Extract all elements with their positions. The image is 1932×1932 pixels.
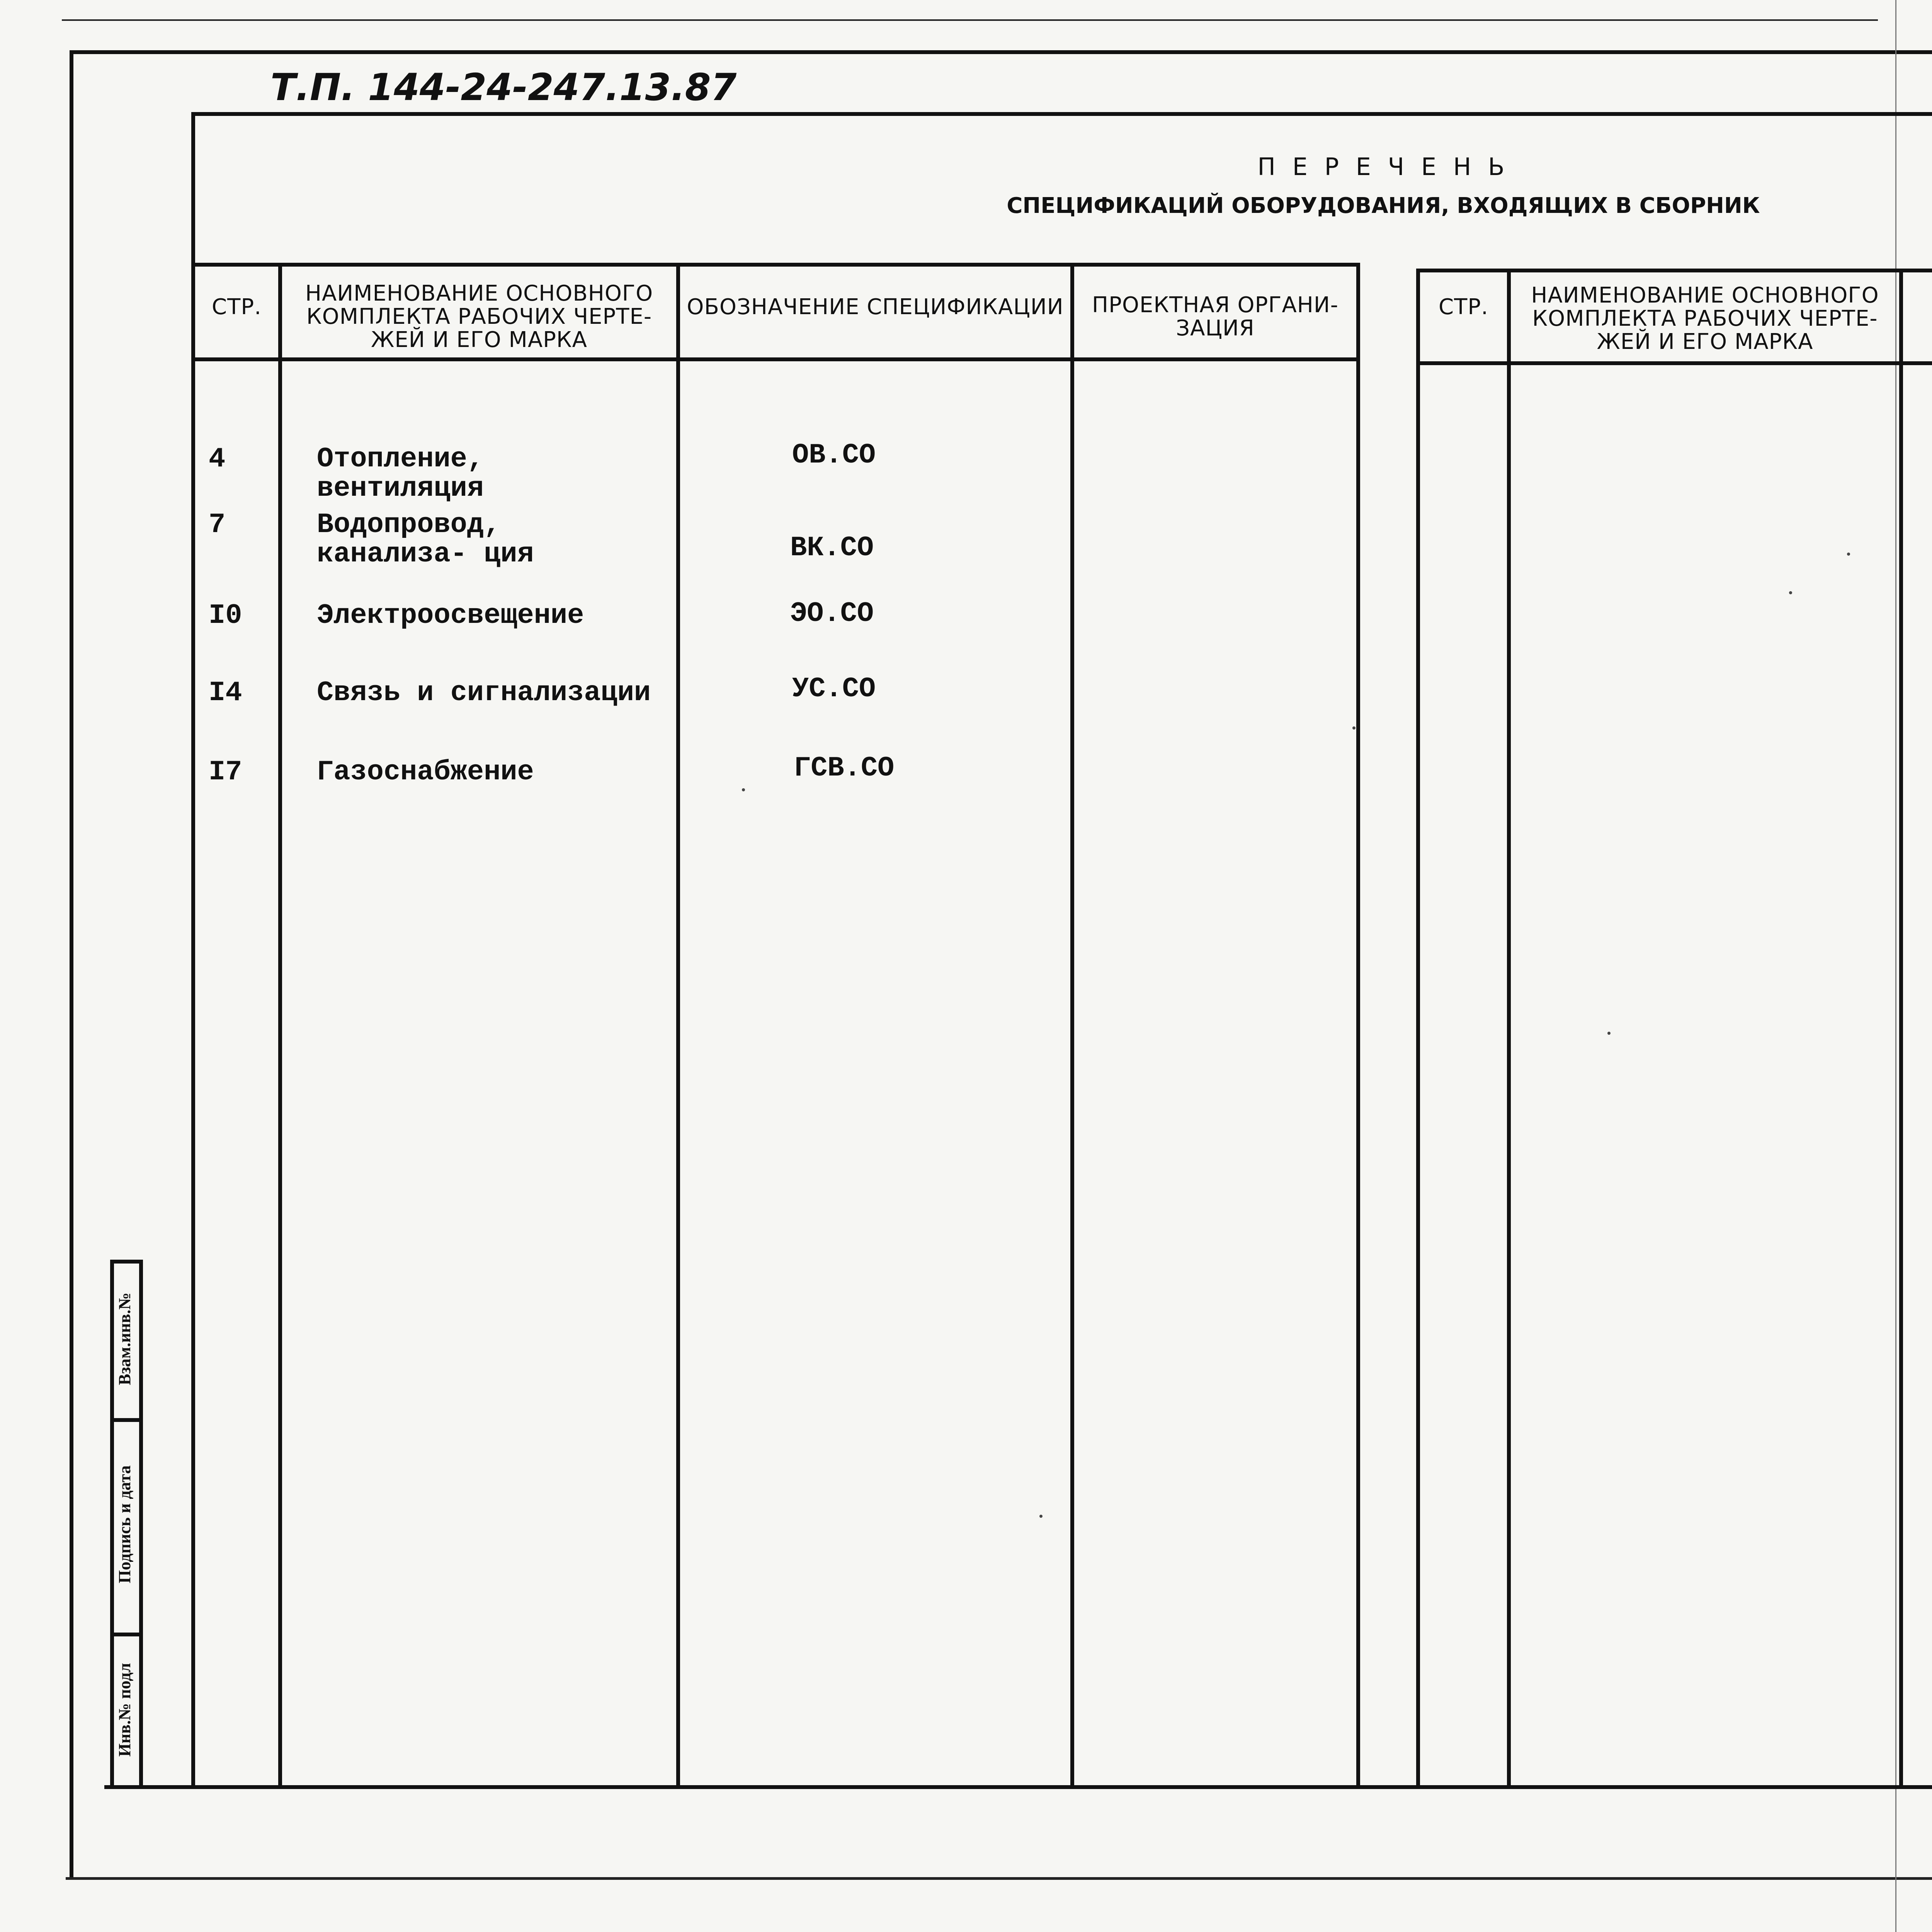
list-subtitle: СПЕЦИФИКАЦИЙ ОБОРУДОВАНИЯ, ВХОДЯЩИХ В СБОРНИК (1007, 193, 1760, 218)
main-frame-bottom (104, 1785, 1932, 1789)
row-1-name: Отопление, вентиляция (317, 443, 484, 504)
stamp-original-inv: Инв.№ подл (115, 1663, 134, 1757)
right-header-spec (1903, 299, 1932, 346)
stamp-left (110, 1260, 114, 1789)
left-header-org: ПРОЕКТНАЯ ОРГАНИ- ЗАЦИЯ (1092, 293, 1338, 341)
right-table-top (1418, 269, 1932, 272)
stamp-mid (139, 1260, 143, 1789)
left-header-spec: ОБОЗНАЧЕНИЕ СПЕЦИФИКАЦИИ (687, 294, 1064, 320)
right-header-page: СТР. (1439, 294, 1488, 320)
left-table-top (193, 263, 1360, 267)
row-3-spec: ЭО.СО (790, 598, 874, 629)
left-col-divider-3 (1070, 263, 1074, 1789)
left-col-divider-1 (278, 263, 282, 1789)
row-1-page: 4 (209, 443, 226, 475)
frame-top (71, 50, 1932, 54)
row-5-page: I7 (209, 756, 242, 788)
frame-bottom (66, 1877, 1932, 1880)
row-4-name: Связь и сигнализации (317, 677, 651, 709)
scan-speck (1039, 1515, 1043, 1518)
row-2-page: 7 (209, 509, 226, 541)
left-header-name: НАИМЕНОВАНИЕ ОСНОВНОГО КОМПЛЕКТА РАБОЧИХ ЧЕРТЕ- ЖЕЙ И ЕГО МАРКА (305, 281, 653, 352)
stamp-exchange-inv: Взам.инв.№ (115, 1293, 134, 1385)
row-5-name: Газоснабжение (317, 756, 534, 788)
row-3-page: I0 (209, 600, 242, 631)
row-4-page: I4 (209, 677, 242, 709)
scan-speck (742, 788, 745, 791)
scan-speck (1847, 553, 1850, 556)
scan-speck (1352, 726, 1355, 730)
scan-speck (1607, 1032, 1611, 1035)
right-header-name: НАИМЕНОВАНИЕ ОСНОВНОГО КОМПЛЕКТА РАБОЧИХ ЧЕРТЕ- ЖЕЙ И ЕГО МАРКА (1531, 283, 1879, 354)
right-col-divider-2 (1899, 269, 1903, 1789)
doc-code: Т.П. 144-24-247.13.87 (270, 66, 737, 109)
left-header-page: СТР. (212, 294, 262, 320)
stamp-signature-date: Подпись и дата (115, 1465, 134, 1583)
left-col-divider-2 (676, 263, 680, 1789)
right-table-header-bottom (1418, 361, 1932, 365)
right-table-left (1416, 269, 1420, 1789)
row-2-spec: ВК.СО (790, 532, 874, 564)
scan-speck (1789, 591, 1792, 594)
row-4-spec: УС.СО (792, 673, 876, 705)
main-frame-left (191, 112, 195, 1789)
left-table-header-bottom (193, 357, 1360, 361)
right-col-divider-1 (1507, 269, 1511, 1789)
main-frame-top (193, 112, 1932, 116)
row-5-spec: ГСВ.СО (794, 752, 895, 784)
top-scan-line (62, 19, 1878, 21)
row-1-spec: ОВ.СО (792, 439, 876, 471)
frame-left (70, 50, 73, 1878)
left-table-right (1356, 263, 1360, 1789)
row-3-name: Электроосвещение (317, 600, 584, 631)
row-2-name: Водопровод, канализа- ция (317, 509, 534, 570)
list-title: П Е Р Е Ч Е Н Ь (1257, 153, 1509, 181)
